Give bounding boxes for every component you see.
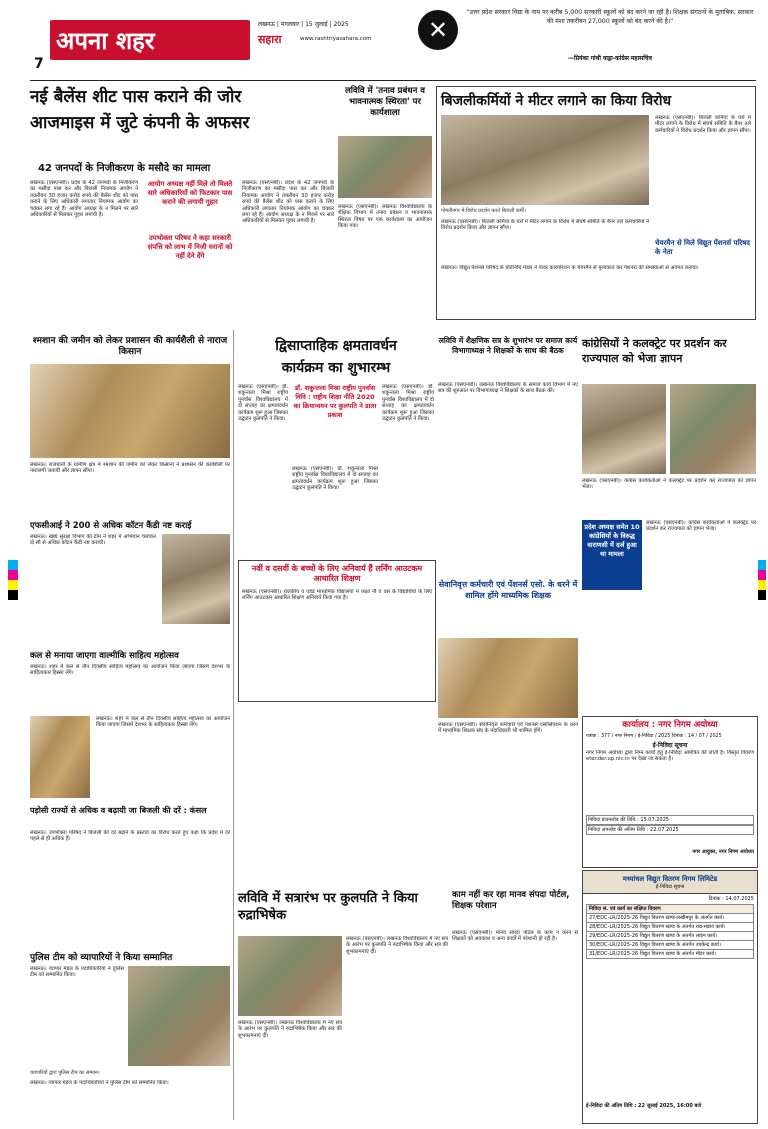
rudrabhishek-body-2: लखनऊ (एसएनबी)। लखनऊ विश्वविद्यालय में नए सत्र के आरंभ पर कुलपति ने रुद्राभिषेक किया और सत्र की शुभकामनाएं दीं। xyxy=(238,1020,342,1039)
notice-row-1: निविदा डाउनलोड की तिथि : 15.07.2025 xyxy=(586,815,754,825)
tanav-photo xyxy=(338,136,432,198)
paper-logo: सहारा xyxy=(258,33,282,46)
tender-row: 28/EDC-LR/2025-26 विद्युत वितरण खण्ड के अंतर्गत रख-रखाव कार्य। xyxy=(587,923,754,932)
website-url: www.rashtriyasahara.com xyxy=(300,36,372,42)
congress-headline: कांग्रेसियों ने कलक्ट्रेट पर प्रदर्शन कर राज्यपाल को भेजा ज्ञापन xyxy=(582,337,727,365)
bijli-sub-headline: चेयरमैन से मिले विद्युत पेंशनर्स परिषद के नेता xyxy=(655,239,750,256)
story-rudrabhishek xyxy=(238,890,448,1122)
lead-body-col3: लखनऊ (एसएनबी)। प्रदेश के 42 जनपदों के निजीकरण का मसौदा पास कर और बिजली नियामक आयोग ने तकरीबन 30 हजार करोड़ रुपये की बैलेंस शीट को पास कराने के लिए अधिकारी लगातार नियामक आयोग का चक्कर लगा रहे हैं। आयोग अध्यक्ष के न मिलने पर सारे अधिकारियों से मिलकर गुहार लगायी है। xyxy=(242,180,334,225)
tender-table xyxy=(586,904,754,959)
tender-table-wrap xyxy=(586,904,754,959)
tender-row: 31/EDC-LR/2025-26 विद्युत वितरण खण्ड के अंतर्गत मीटर कार्य। xyxy=(587,950,754,959)
police-body: लखनऊ। व्यापार मंडल के पदाधिकारियों ने पुलिस टीम को सम्मानित किया। xyxy=(30,966,124,979)
kshamta-callout: डॉ. शकुन्तला मिश्रा राष्ट्रीय पुनर्वास विवि : राष्ट्रीय शिक्षा नीति 2020 का क्रियान्वयन पर कुलपति ने डाला प्रकाश xyxy=(293,384,377,419)
story-bijli xyxy=(436,86,756,320)
section-banner xyxy=(50,20,250,60)
fci-photo xyxy=(162,534,230,624)
kshamta-headline-2: कार्यक्रम का शुभारम्भ xyxy=(281,360,391,376)
shamshan-photo xyxy=(30,364,230,458)
cmyk-mark-left xyxy=(8,560,20,600)
lead-headline-2: आजमाइस में जुटे कंपनी के अफसर xyxy=(30,113,250,133)
tender-date: दिनांक : 14.07.2025 xyxy=(708,896,754,902)
portal-headline: काम नहीं कर रहा मानव संपदा पोर्टल, शिक्षक परेशान xyxy=(452,890,570,911)
police-body-2: लखनऊ। व्यापार मंडल के पदाधिकारियों ने पुलिस टीम को सम्मानित किया। xyxy=(30,1080,169,1086)
notice-title: कार्यालय : नगर निगम अयोध्या xyxy=(622,720,718,730)
padosi-headline: पड़ोसी राज्यों से अधिक व बढ़ायी जा बिजली की दरें : कंसल xyxy=(30,806,207,815)
navin-body: लखनऊ (एसएनबी)। राजकीय व एडेड माध्यमिक विद्यालयों में कक्षा नौ व दस के विद्यार्थियों के लिए लर्निंग आउटकम आधारित शिक्षण अनिवार्य किया गया है। xyxy=(242,589,432,602)
story-portal xyxy=(452,890,578,1122)
notice-nagar-nigam xyxy=(582,716,758,868)
bijli-body-left: लखनऊ (एसएनबी)। बिजली कर्मियों के घरों में मीटर लगाने के विरोध में संघर्ष समिति के बैनर तले कर्मचारियों ने विरोध प्रदर्शन किया और ज्ञापन सौंपा। xyxy=(441,219,649,232)
tender-sub: ई-निविदा सूचना xyxy=(655,884,685,890)
fci-body: लखनऊ। खाद्य सुरक्षा विभाग की टीम ने शहर में अभियान चलाकर दो सौ से अधिक कॉटन कैंडी नष्ट करायी। xyxy=(30,534,156,547)
fci-headline: एफसीआई ने 200 से अधिक कॉटन कैंडी नष्ट कराई xyxy=(30,521,192,531)
police-headline: पुलिस टीम को व्यापारियों ने किया सम्मानित xyxy=(30,953,173,963)
column-rule-left xyxy=(233,330,234,1120)
lead-subhead: 42 जनपदों के निजीकरण के मसौदे का मामला xyxy=(38,163,211,174)
portal-body: लखनऊ (एसएनबी)। मानव संपदा पोर्टल के काम न करने से शिक्षकों को अवकाश व अन्य कार्यों में परेशानी हो रही है। xyxy=(452,930,578,943)
rudrabhishek-body: लखनऊ (एसएनबी)। लखनऊ विश्वविद्यालय में नए सत्र के आरंभ पर कुलपति ने रुद्राभिषेक किया और सत्र की शुभकामनाएं दीं। xyxy=(346,936,448,955)
tender-row: 27/EDC-LR/2025-26 विद्युत वितरण खण्ड-लखीमपुर के अंतर्गत कार्य। xyxy=(587,914,754,923)
lead-callout-2: उपभोक्ता परिषद ने कहा सरकारी संपत्ति को लाभ में निजी घरानों को नहीं देने देंगे xyxy=(147,234,233,260)
story-shikshak xyxy=(438,336,578,576)
page-number: 7 xyxy=(34,56,44,72)
story-shamshan xyxy=(30,336,230,516)
cmyk-mark-right xyxy=(758,560,768,600)
kshamta-body-1: लखनऊ (एसएनबी)। डॉ. शकुन्तला मिश्रा राष्ट्रीय पुनर्वास विश्वविद्यालय में दो सप्ताह का क्षमतावर्धन कार्यक्रम शुरू हुआ जिसका उद्घाटन कुलपति ने किया। xyxy=(238,384,288,423)
tanav-body: लखनऊ (एसएनबी)। लखनऊ विश्वविद्यालय के शैक्षिक विभाग में तनाव प्रबंधन व भावनात्मक स्थिरता विषय पर एक कार्यशाला का आयोजन किया गया। xyxy=(338,204,432,230)
notice-ref: पत्रांक : 377 / नगर निगम / ई-निविदा / 2025 दिनांक : 14 / 07 / 2025 xyxy=(586,734,722,739)
notice-sub-title: ई-निविदा सूचना xyxy=(652,742,688,749)
rudrabhishek-headline: लविवि में सत्रारंभ पर कुलपति ने किया रुद्राभिषेक xyxy=(238,891,418,923)
story-sahitya xyxy=(30,650,230,800)
congress-callout: प्रदेश अध्यक्ष समेत 10 कांग्रेसियों के विरुद्ध वाराणसी में दर्ज हुआ था मामला xyxy=(582,520,642,590)
kshamta-headline-1: द्विसाप्ताहिक क्षमतावर्धन xyxy=(275,338,397,354)
bijli-photo xyxy=(441,115,649,205)
section-masthead xyxy=(30,6,370,76)
lead-headline-1: नई बैलेंस शीट पास कराने की जोर xyxy=(30,87,242,107)
story-padosi xyxy=(30,806,230,946)
story-sevanivritt xyxy=(438,580,578,880)
sevanivritt-body: लखनऊ (एसएनबी)। सेवानिवृत्त कर्मचारी एवं पेंशनर्स एसोसिएशन के धरने में माध्यमिक शिक्षक संघ के पदाधिकारी भी शामिल होंगे। xyxy=(438,722,578,735)
padosi-body: लखनऊ। उपभोक्ता परिषद ने बिजली की दरें बढ़ाने के प्रस्ताव का विरोध करते हुए कहा कि प्रदेश में दरें पहले से ही अधिक हैं। xyxy=(30,830,230,843)
shikshak-body: लखनऊ (एसएनबी)। लखनऊ विश्वविद्यालय के समाज कार्य विभाग में नए सत्र की शुरुआत पर विभागाध्यक्ष ने शिक्षकों के साथ बैठक की। xyxy=(438,382,578,395)
notice-body: नगर निगम अयोध्या द्वारा निम्न कार्यों हेतु ई-निविदा आमंत्रित की जाती है। विस्तृत विवरण etender.up.nic.in पर देखा जा सकता है। xyxy=(586,750,754,763)
story-tanav xyxy=(338,86,432,296)
story-navin xyxy=(238,560,436,702)
quote-author: —प्रियंका गांधी वाड्रा-कांग्रेस महासचिव xyxy=(568,55,652,62)
tender-header xyxy=(583,871,757,894)
rudrabhishek-photo xyxy=(238,936,342,1016)
police-photo xyxy=(128,966,230,1066)
x-logo-icon: ✕ xyxy=(418,10,458,50)
tanav-headline: लविवि में 'तनाव प्रबंधन व भावनात्मक स्थिरता' पर कार्यशाला xyxy=(345,86,425,118)
tender-table-header: निविदा सं. एवं कार्य का संक्षिप्त विवरण xyxy=(587,905,754,914)
section-title: अपना शहर xyxy=(56,26,155,55)
congress-body-1: लखनऊ (एसएनबी)। कांग्रेस कार्यकर्ताओं ने कलक्ट्रेट पर प्रदर्शन कर राज्यपाल को ज्ञापन भेजा। xyxy=(582,478,756,491)
bijli-body-right: लखनऊ (एसएनबी)। बिजली कर्मियों के घरों में मीटर लगाने के विरोध में संघर्ष समिति के बैनर तले कर्मचारियों ने विरोध प्रदर्शन किया और ज्ञापन सौंपा। xyxy=(655,115,751,134)
quote-text: "उत्तर प्रदेश सरकार विद्या के नाम पर करीब 5,000 सरकारी स्कूलों को बंद करने जा रही है। शिक्षक संगठनों के मुताबिक, सरकार की मंशा तकरीबन 27,000 स्कूलों को बंद करने की है।" xyxy=(466,9,754,25)
kshamta-body-2: लखनऊ (एसएनबी)। डॉ. शकुन्तला मिश्रा राष्ट्रीय पुनर्वास विश्वविद्यालय में दो सप्ताह का क्षमतावर्धन कार्यक्रम शुरू हुआ जिसका उद्घाटन कुलपति ने किया। xyxy=(292,466,378,492)
notice-signature: नगर आयुक्त, नगर निगम अयोध्या xyxy=(692,849,754,855)
congress-photo-1 xyxy=(582,384,666,474)
tender-row: 29/EDC-LR/2025-26 विद्युत वितरण खण्ड के अंतर्गत लाइन कार्य। xyxy=(587,932,754,941)
tender-title: मध्यांचल विद्युत वितरण निगम लिमिटेड xyxy=(622,875,718,883)
tender-footer: ई-निविदा की अंतिम तिथि : 22 जुलाई 2025, 16:00 बजे xyxy=(586,1103,702,1109)
lead-story xyxy=(30,86,334,316)
tender-row: 30/EDC-LR/2025-26 विद्युत वितरण खण्ड के अंतर्गत उपकेन्द्र कार्य। xyxy=(587,941,754,950)
lead-body-col1: लखनऊ (एसएनबी)। प्रदेश के 42 जनपदों के निजीकरण का मसौदा पास कर और बिजली नियामक आयोग ने तकरीबन 30 हजार करोड़ रुपये की बैलेंस शीट को पास कराने के लिए अधिकारी लगातार नियामक आयोग का चक्कर लगा रहे हैं। आयोग अध्यक्ष के न मिलने पर सारे अधिकारियों से मिलकर गुहार लगायी है। xyxy=(30,180,138,219)
sahitya-photo xyxy=(30,716,90,798)
bijli-caption: गोमतीनगर में विरोध प्रदर्शन करते बिजली कर्मी। xyxy=(441,208,526,214)
sevanivritt-headline: सेवानिवृत्त कर्मचारी एवं पेंशनर्स एसो. के धरने में शामिल होंगे माध्यमिक शिक्षक xyxy=(438,580,578,600)
sevanivritt-photo xyxy=(438,638,578,718)
tender-notice xyxy=(582,870,758,1124)
shamshan-headline: श्मशान की जमीन को लेकर प्रशासन की कार्यशैली से नाराज किसान xyxy=(32,336,228,357)
police-caption: व्यापारियों द्वारा पुलिस टीम का सम्मान। xyxy=(30,1070,100,1076)
story-congress xyxy=(582,336,756,712)
sahitya-headline: कल से मनाया जाएगा वाल्मीकि साहित्य महोत्सव xyxy=(30,651,179,661)
lead-callout-1: आयोग अध्यक्ष नहीं मिले तो मिलते सारे अधिकारियों को फिटकार पास कराने की लगायी गुहार xyxy=(147,180,233,206)
shikshak-headline: लविवि में शैक्षणिक सत्र के शुभारंभ पर समाज कार्य विभागाध्यक्ष ने शिक्षकों के साथ की बैठक xyxy=(438,336,578,355)
quote-box xyxy=(466,8,756,70)
navin-headline: नवीं व दसवीं के बच्चों के लिए अनिवार्य हैं लर्निंग आउटकम आधारित शिक्षण xyxy=(251,564,423,583)
story-fci xyxy=(30,520,230,644)
kshamta-body-3: लखनऊ (एसएनबी)। डॉ. शकुन्तला मिश्रा राष्ट्रीय पुनर्वास विश्वविद्यालय में दो सप्ताह का क्षमतावर्धन कार्यक्रम शुरू हुआ जिसका उद्घाटन कुलपति ने किया। xyxy=(382,384,434,423)
bijli-sub-body: लखनऊ। विद्युत पेंशनर्स परिषद के प्रतिनिधि मंडल ने पावर कारपोरेशन के चेयरमैन से मुलाकात कर पेंशनरों की समस्याओं से अवगत कराया। xyxy=(441,265,699,271)
shamshan-body: लखनऊ। राजधानी के ग्रामीण क्षेत्र में श्मशान की जमीन को लेकर किसानों ने प्रशासन की कार्यशैली पर नाराजगी जतायी और ज्ञापन सौंपा। xyxy=(30,462,230,475)
sahitya-body-2: लखनऊ। शहर में कल से तीन दिवसीय साहित्य महोत्सव का आयोजन किया जाएगा जिसमें देशभर के साहित्यकार हिस्सा लेंगे। xyxy=(96,716,230,729)
sahitya-body: लखनऊ। शहर में कल से तीन दिवसीय साहित्य महोत्सव का आयोजन किया जाएगा जिसमें देशभर के साहित्यकार हिस्सा लेंगे। xyxy=(30,664,230,677)
story-police xyxy=(30,950,230,1122)
story-kshamta xyxy=(238,336,434,556)
congress-photo-2 xyxy=(670,384,756,474)
notice-row-2: निविदा अपलोड की अंतिम तिथि : 22.07.2025 xyxy=(586,825,754,835)
congress-body-2: लखनऊ (एसएनबी)। कांग्रेस कार्यकर्ताओं ने कलक्ट्रेट पर प्रदर्शन कर राज्यपाल को ज्ञापन भेजा। xyxy=(646,520,756,533)
bijli-headline: बिजलीकर्मियों ने मीटर लगाने का किया विरोध xyxy=(441,93,672,109)
masthead-rule xyxy=(30,80,756,81)
issue-date: लखनऊ | मंगलवार | 15 जुलाई | 2025 xyxy=(258,21,349,28)
